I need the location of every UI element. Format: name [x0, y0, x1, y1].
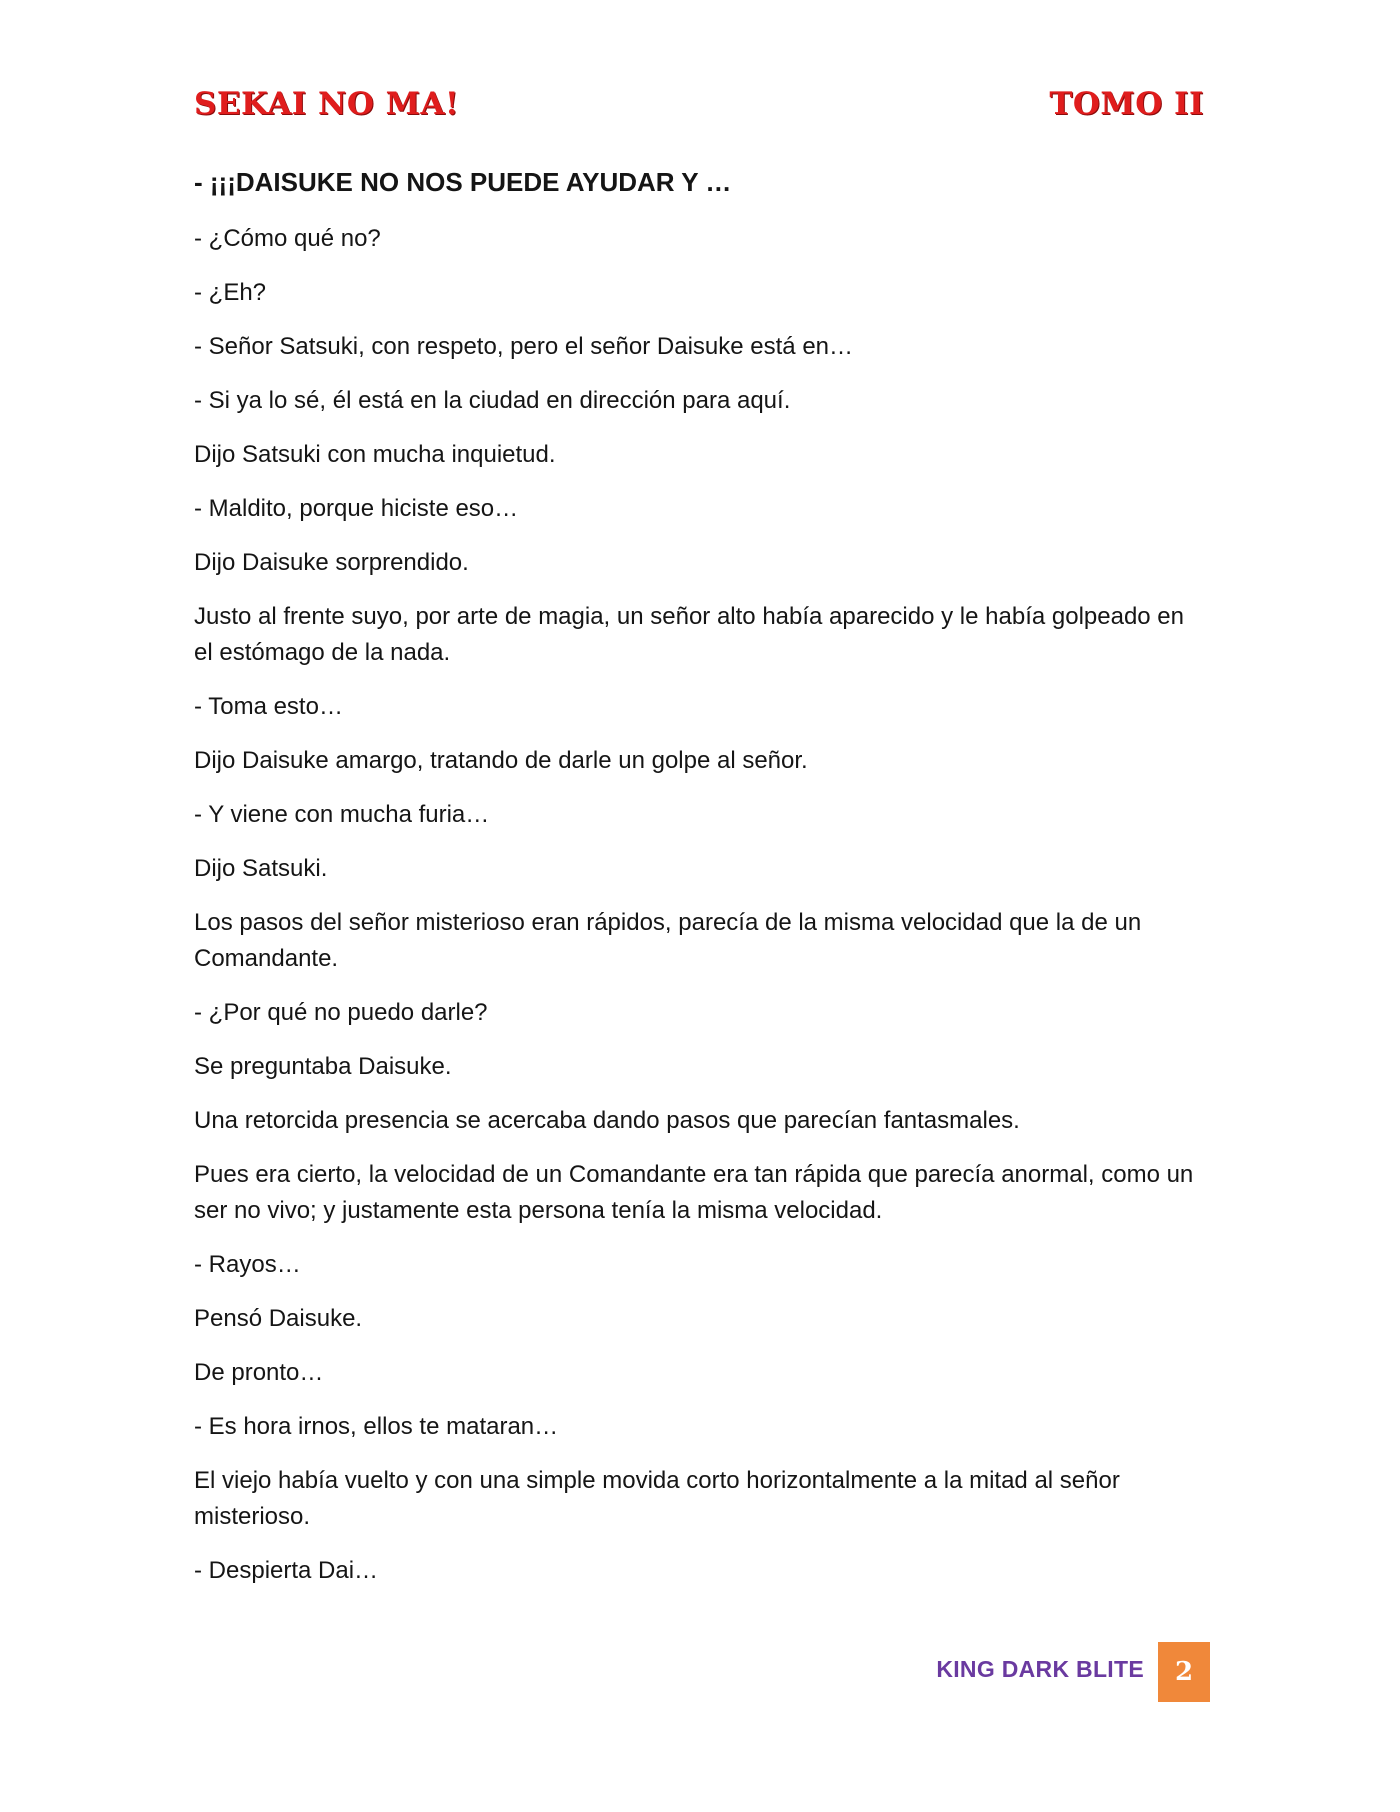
paragraph: Justo al frente suyo, por arte de magia, un señor alto había aparecido y le había golpeado en el estómago de la nada. [194, 603, 1184, 666]
paragraph: Una retorcida presencia se acercaba dando pasos que parecían fantasmales. [194, 1107, 1020, 1134]
page-footer [936, 1642, 1210, 1702]
paragraph: Dijo Satsuki con mucha inquietud. [194, 441, 556, 468]
paragraph: - Maldito, porque hiciste eso… [194, 495, 519, 522]
paragraph: Dijo Satsuki. [194, 855, 328, 882]
paragraph: - ¿Cómo qué no? [194, 225, 381, 252]
paragraph: - Es hora irnos, ellos te mataran… [194, 1413, 559, 1440]
paragraph: Pues era cierto, la velocidad de un Comandante era tan rápida que parecía anormal, como un ser no vivo; y justamente esta persona tenía la misma velocidad. [194, 1161, 1194, 1224]
page-number-badge [1158, 1642, 1210, 1702]
paragraph: Se preguntaba Daisuke. [194, 1053, 452, 1080]
paragraph: Dijo Daisuke amargo, tratando de darle un golpe al señor. [194, 747, 808, 774]
paragraph: De pronto… [194, 1359, 324, 1386]
paragraph: - ¿Eh? [194, 279, 267, 306]
paragraph: - Rayos… [194, 1251, 301, 1278]
author-name: KING DARK BLITE [936, 1656, 1144, 1682]
body-text [194, 163, 1204, 1607]
paragraph: - Toma esto… [194, 693, 343, 720]
volume-label: TOMO II [1049, 86, 1204, 122]
paragraph: Dijo Daisuke sorprendido. [194, 549, 469, 576]
paragraph: - Y viene con mucha furia… [194, 801, 490, 828]
page-number: 2 [1174, 1657, 1194, 1687]
paragraph: - Señor Satsuki, con respeto, pero el señor Daisuke está en… [194, 333, 854, 360]
paragraph: - Si ya lo sé, él está en la ciudad en dirección para aquí. [194, 387, 791, 414]
page-header [194, 86, 1204, 136]
paragraph: - ¿Por qué no puedo darle? [194, 999, 488, 1026]
series-title: SEKAI NO MA! [194, 86, 460, 122]
paragraph: Pensó Daisuke. [194, 1305, 363, 1332]
paragraph: El viejo había vuelto y con una simple movida corto horizontalmente a la mitad al señor misterioso. [194, 1467, 1120, 1530]
paragraph: - ¡¡¡DAISUKE NO NOS PUEDE AYUDAR Y … [194, 167, 732, 197]
paragraph: Los pasos del señor misterioso eran rápidos, parecía de la misma velocidad que la de un Comandante. [194, 909, 1142, 972]
paragraph: - Despierta Dai… [194, 1557, 379, 1584]
